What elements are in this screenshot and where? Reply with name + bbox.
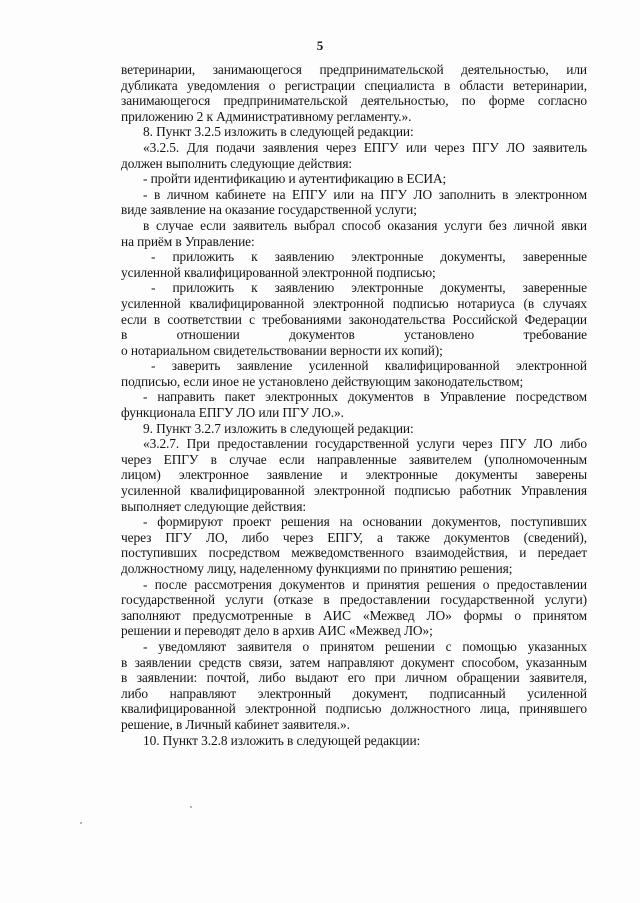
text-line: дубликата уведомления о регистрации специалиста в области ветеринарии,	[121, 77, 587, 93]
text-line: выполняет следующие действия:	[121, 498, 307, 514]
text-line: усиленной квалифицированной электронной подписью;	[121, 264, 436, 280]
text-line: - формируют проект решения на основании документов, поступивших	[143, 514, 587, 530]
text-line: «3.2.7. При предоставлении государственной услуги через ПГУ ЛО либо	[143, 436, 587, 452]
text-line: решении и переводят дело в архив АИС «Межвед ЛО»;	[121, 623, 433, 639]
text-line: - направить пакет электронных документов в Управление посредством	[143, 389, 587, 405]
text-line: - пройти идентификацию и аутентификацию в ЕСИА;	[143, 171, 447, 187]
text-line: - заверить заявление усиленной квалифицированной электронной	[151, 358, 587, 374]
text-line: в заявлении: почтой, либо выдают его при личном обращении заявителя,	[121, 670, 587, 686]
text-line: на приём в Управление:	[121, 233, 255, 249]
text-line: функционала ЕПГУ ЛО или ПГУ ЛО.».	[121, 405, 344, 421]
text-line: в заявлении средств связи, затем направляют документ способом, указанным	[121, 654, 587, 670]
text-line: приложению 2 к Административному регламенту.».	[121, 108, 412, 124]
text-line: ветеринарии, занимающегося предпринимательской деятельностью, или	[121, 62, 587, 77]
document-body	[121, 62, 587, 748]
scan-speck	[80, 822, 82, 824]
page-number: 5	[316, 38, 324, 53]
text-line: виде заявление на оказание государственной услуги;	[121, 202, 417, 218]
text-line: - приложить к заявлению электронные документы, заверенные	[151, 280, 587, 296]
text-line: должен выполнить следующие действия:	[121, 155, 353, 171]
text-line: через ПГУ ЛО, либо через ЕПГУ, а также документов (сведений),	[121, 529, 587, 545]
text-line: занимающегося предпринимательской деятельностью, по форме согласно	[121, 93, 587, 109]
text-line: 10. Пункт 3.2.8 изложить в следующей редакции:	[143, 732, 421, 748]
text-line: - после рассмотрения документов и принятия решения о предоставлении	[143, 576, 587, 592]
text-line: поступивших посредством межведомственного взаимодействия, и передает	[121, 545, 587, 561]
text-line: подписью, если иное не установлено действующим законодательством;	[121, 373, 524, 389]
text-line: либо направляют электронный документ, подписанный усиленной	[121, 685, 587, 701]
text-line: 9. Пункт 3.2.7 изложить в следующей редакции:	[143, 420, 414, 436]
text-line: усиленной квалифицированной электронной подписью нотариуса (в случаях	[121, 295, 587, 311]
text-line: должностному лицу, наделенному функциями по принятию решения;	[121, 561, 513, 576]
text-line: - приложить к заявлению электронные документы, заверенные	[151, 249, 587, 265]
text-line: усиленной квалифицированной электронной подписью работник Управления	[121, 483, 587, 499]
text-line: решение, в Личный кабинет заявителя.».	[121, 716, 350, 732]
text-line: заполняют предусмотренные в АИС «Межвед ЛО» формы о принятом	[121, 607, 587, 623]
text-line: о нотариальном свидетельствовании верности их копий);	[121, 342, 443, 358]
text-line: в отношении документов установлено требование	[121, 327, 587, 343]
text-line: в случае если заявитель выбрал способ оказания услуги без личной явки	[143, 217, 587, 233]
text-line: - в личном кабинете на ЕПГУ или на ПГУ ЛО заполнить в электронном	[143, 186, 587, 202]
text-line: лицом) электронное заявление и электронные документы заверены	[121, 467, 587, 483]
text-line: квалифицированной электронной подписью должностного лица, принявшего	[121, 701, 587, 717]
text-line: - уведомляют заявителя о принятом решении с помощью указанных	[143, 638, 587, 654]
scan-speck	[190, 806, 192, 808]
text-line: если в соответствии с требованиями законодательства Российской Федерации	[121, 311, 587, 327]
text-line: «3.2.5. Для подачи заявления через ЕПГУ или через ПГУ ЛО заявитель	[143, 139, 587, 155]
text-line: через ЕПГУ в случае если направленные заявителем (уполномоченным	[121, 451, 587, 467]
text-line: государственной услуги (отказе в предоставлении государственной услуги)	[121, 592, 587, 608]
text-line: 8. Пункт 3.2.5 изложить в следующей редакции:	[143, 124, 414, 140]
